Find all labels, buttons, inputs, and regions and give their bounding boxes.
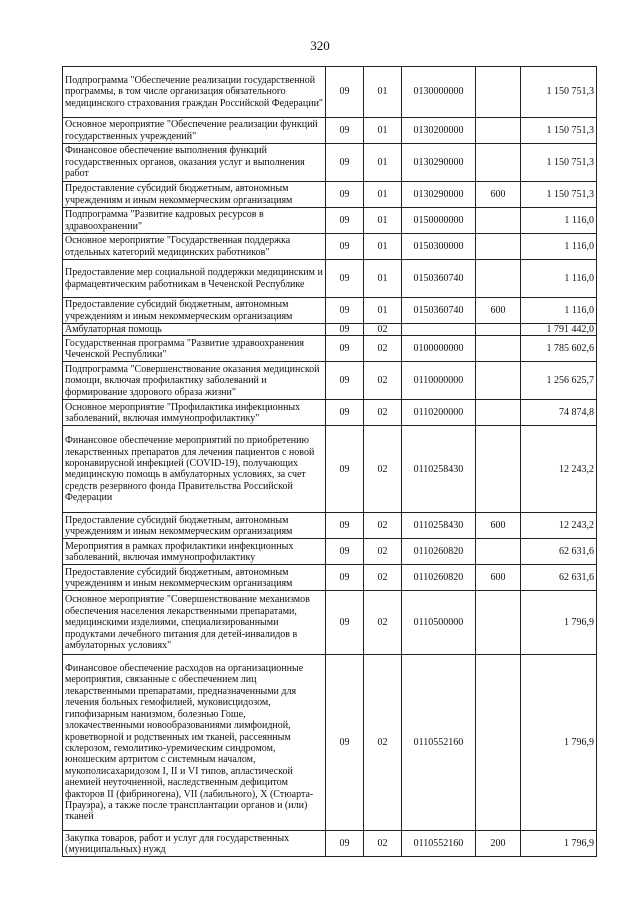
expense-type-cell	[476, 234, 521, 260]
expense-type-cell	[476, 426, 521, 513]
expense-name-cell: Основное мероприятие "Профилактика инфекционных заболеваний, включая иммунопрофилактику"	[63, 400, 326, 426]
target-article-cell: 0150300000	[402, 234, 476, 260]
amount-cell: 12 243,2	[521, 426, 597, 513]
section-code-cell: 09	[326, 513, 364, 539]
page-number: 320	[310, 38, 330, 53]
target-article-cell: 0130200000	[402, 118, 476, 144]
subsection-code-cell: 02	[364, 400, 402, 426]
expense-type-cell	[476, 591, 521, 655]
amount-cell: 1 150 751,3	[521, 182, 597, 208]
expense-name-cell: Предоставление субсидий бюджетным, автономным учреждениям и иным некоммерческим организациям	[63, 298, 326, 324]
section-code-cell: 09	[326, 655, 364, 831]
expense-type-cell	[476, 324, 521, 336]
expense-name-cell: Предоставление субсидий бюджетным, автономным учреждениям и иным некоммерческим организациям	[63, 182, 326, 208]
expense-type-cell: 600	[476, 298, 521, 324]
amount-cell: 1 785 602,6	[521, 336, 597, 362]
target-article-cell: 0110000000	[402, 362, 476, 400]
target-article-cell: 0110552160	[402, 655, 476, 831]
expense-name-cell: Предоставление субсидий бюджетным, автономным учреждениям и иным некоммерческим организациям	[63, 513, 326, 539]
budget-table	[62, 66, 597, 857]
section-code-cell: 09	[326, 426, 364, 513]
section-code-cell: 09	[326, 182, 364, 208]
section-code-cell: 09	[326, 144, 364, 182]
table-row	[63, 118, 597, 144]
expense-type-cell: 600	[476, 513, 521, 539]
expense-type-cell	[476, 362, 521, 400]
budget-table-body	[63, 67, 597, 857]
amount-cell: 1 116,0	[521, 234, 597, 260]
amount-cell: 1 796,9	[521, 591, 597, 655]
expense-type-cell	[476, 67, 521, 118]
target-article-cell: 0150360740	[402, 260, 476, 298]
subsection-code-cell: 01	[364, 208, 402, 234]
amount-cell: 12 243,2	[521, 513, 597, 539]
expense-type-cell	[476, 208, 521, 234]
subsection-code-cell: 01	[364, 118, 402, 144]
table-row	[63, 144, 597, 182]
target-article-cell: 0150000000	[402, 208, 476, 234]
expense-name-cell: Предоставление мер социальной поддержки медицинским и фармацевтическим работникам в Чеченской Республике	[63, 260, 326, 298]
target-article-cell: 0100000000	[402, 336, 476, 362]
section-code-cell: 09	[326, 324, 364, 336]
expense-name-cell: Государственная программа "Развитие здравоохранения Чеченской Республики"	[63, 336, 326, 362]
table-row	[63, 234, 597, 260]
section-code-cell: 09	[326, 234, 364, 260]
amount-cell: 1 150 751,3	[521, 118, 597, 144]
subsection-code-cell: 02	[364, 565, 402, 591]
amount-cell: 1 796,9	[521, 831, 597, 857]
subsection-code-cell: 02	[364, 655, 402, 831]
expense-type-cell: 600	[476, 182, 521, 208]
table-row	[63, 67, 597, 118]
expense-name-cell: Подпрограмма "Развитие кадровых ресурсов в здравоохранении"	[63, 208, 326, 234]
expense-name-cell: Финансовое обеспечение расходов на организационные мероприятия, связанные с обеспечением лиц лекарственными препаратами, предназначенными для лечения больных гемофилией, муковисцидозом, гипофизарным нанизмом, болезнью Гоше, злокачественными новообразованиями лимфоидной, кроветворной и родственных им тканей, рассеянным склерозом, гемолитико-уремическим синдромом, юношеским артритом с системным началом, мукополисахаридозом I, II и VI типов, апластической анемией неуточненной, наследственным дефицитом факторов II (фибриногена), VII (лабильного), X (Стюарта-Прауэра), а также после трансплантации органов и (или) тканей	[63, 655, 326, 831]
amount-cell: 1 150 751,3	[521, 144, 597, 182]
subsection-code-cell: 02	[364, 426, 402, 513]
section-code-cell: 09	[326, 565, 364, 591]
subsection-code-cell: 01	[364, 298, 402, 324]
expense-name-cell: Финансовое обеспечение выполнения функций государственных органов, оказания услуг и выполнения работ	[63, 144, 326, 182]
amount-cell: 1 116,0	[521, 298, 597, 324]
subsection-code-cell: 02	[364, 539, 402, 565]
expense-type-cell	[476, 539, 521, 565]
table-row	[63, 655, 597, 831]
table-row	[63, 831, 597, 857]
section-code-cell: 09	[326, 831, 364, 857]
expense-name-cell: Финансовое обеспечение мероприятий по приобретению лекарственных препаратов для лечения пациентов с новой коронавирусной инфекцией (COVID-19), получающих медицинскую помощь в амбулаторных условиях, за счет средств резервного фонда Правительства Российской Федерации	[63, 426, 326, 513]
table-row	[63, 400, 597, 426]
table-row	[63, 513, 597, 539]
table-row	[63, 591, 597, 655]
subsection-code-cell: 01	[364, 67, 402, 118]
section-code-cell: 09	[326, 400, 364, 426]
expense-name-cell: Основное мероприятие "Обеспечение реализации функций государственных учреждений"	[63, 118, 326, 144]
expense-type-cell: 600	[476, 565, 521, 591]
amount-cell: 1 150 751,3	[521, 67, 597, 118]
amount-cell: 1 116,0	[521, 208, 597, 234]
section-code-cell: 09	[326, 260, 364, 298]
amount-cell: 1 256 625,7	[521, 362, 597, 400]
target-article-cell: 0110200000	[402, 400, 476, 426]
section-code-cell: 09	[326, 208, 364, 234]
target-article-cell	[402, 324, 476, 336]
table-row	[63, 539, 597, 565]
expense-type-cell	[476, 260, 521, 298]
table-row	[63, 182, 597, 208]
expense-type-cell: 200	[476, 831, 521, 857]
table-row	[63, 298, 597, 324]
table-row	[63, 260, 597, 298]
section-code-cell: 09	[326, 118, 364, 144]
amount-cell: 62 631,6	[521, 565, 597, 591]
target-article-cell: 0130290000	[402, 144, 476, 182]
expense-type-cell	[476, 400, 521, 426]
subsection-code-cell: 01	[364, 144, 402, 182]
section-code-cell: 09	[326, 362, 364, 400]
target-article-cell: 0110500000	[402, 591, 476, 655]
amount-cell: 62 631,6	[521, 539, 597, 565]
subsection-code-cell: 01	[364, 182, 402, 208]
table-row	[63, 362, 597, 400]
target-article-cell: 0130000000	[402, 67, 476, 118]
expense-type-cell	[476, 336, 521, 362]
subsection-code-cell: 02	[364, 831, 402, 857]
section-code-cell: 09	[326, 539, 364, 565]
target-article-cell: 0110552160	[402, 831, 476, 857]
amount-cell: 1 791 442,0	[521, 324, 597, 336]
target-article-cell: 0150360740	[402, 298, 476, 324]
expense-name-cell: Предоставление субсидий бюджетным, автономным учреждениям и иным некоммерческим организациям	[63, 565, 326, 591]
expense-name-cell: Основное мероприятие "Совершенствование механизмов обеспечения населения лекарственными препаратами, медицинскими изделиями, специализированными продуктами лечебного питания для детей-инвалидов в амбулаторных условиях"	[63, 591, 326, 655]
subsection-code-cell: 02	[364, 362, 402, 400]
table-row	[63, 336, 597, 362]
expense-name-cell: Закупка товаров, работ и услуг для государственных (муниципальных) нужд	[63, 831, 326, 857]
section-code-cell: 09	[326, 336, 364, 362]
subsection-code-cell: 01	[364, 234, 402, 260]
table-row	[63, 426, 597, 513]
table-row	[63, 565, 597, 591]
expense-name-cell: Основное мероприятие "Государственная поддержка отдельных категорий медицинских работников"	[63, 234, 326, 260]
target-article-cell: 0110258430	[402, 426, 476, 513]
target-article-cell: 0130290000	[402, 182, 476, 208]
table-row	[63, 208, 597, 234]
target-article-cell: 0110260820	[402, 539, 476, 565]
expense-name-cell: Мероприятия в рамках профилактики инфекционных заболеваний, включая иммунопрофилактику	[63, 539, 326, 565]
table-row	[63, 324, 597, 336]
expense-name-cell: Подпрограмма "Обеспечение реализации государственной программы, в том числе организация обязательного медицинского страхования граждан Российской Федерации"	[63, 67, 326, 118]
target-article-cell: 0110258430	[402, 513, 476, 539]
amount-cell: 74 874,8	[521, 400, 597, 426]
amount-cell: 1 116,0	[521, 260, 597, 298]
expense-name-cell: Подпрограмма "Совершенствование оказания медицинской помощи, включая профилактику заболеваний и формирование здорового образа жизни"	[63, 362, 326, 400]
expense-type-cell	[476, 144, 521, 182]
section-code-cell: 09	[326, 67, 364, 118]
section-code-cell: 09	[326, 298, 364, 324]
amount-cell: 1 796,9	[521, 655, 597, 831]
target-article-cell: 0110260820	[402, 565, 476, 591]
expense-name-cell: Амбулаторная помощь	[63, 324, 326, 336]
subsection-code-cell: 02	[364, 324, 402, 336]
section-code-cell: 09	[326, 591, 364, 655]
subsection-code-cell: 01	[364, 260, 402, 298]
subsection-code-cell: 02	[364, 591, 402, 655]
expense-type-cell	[476, 655, 521, 831]
expense-type-cell	[476, 118, 521, 144]
subsection-code-cell: 02	[364, 513, 402, 539]
subsection-code-cell: 02	[364, 336, 402, 362]
